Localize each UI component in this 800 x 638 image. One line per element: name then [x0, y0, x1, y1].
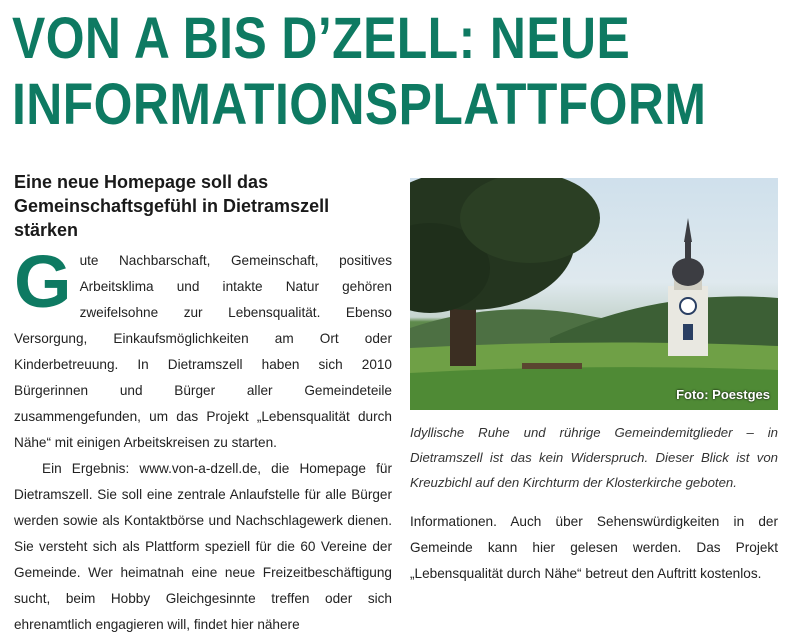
paragraph-1-text: ute Nachbarschaft, Gemeinschaft, positives Arbeitsklima und intakte Natur gehören zweifelsohne zur Lebensqualität. Ebenso Versorgung, Einkaufsmöglichkeiten am Ort oder Kinderbetreuung. In Dietramszell haben sich 2010 Bürgerinnen und Bürger aller Gemeindeteile zusammengefunden, um das Projekt „Lebensqualität durch Nähe“ mit einigen Arbeitskreisen zu starten. [14, 253, 392, 450]
article-subheadline: Eine neue Homepage soll das Gemeinschaftsgefühl in Dietramszell stärken [14, 172, 330, 240]
dropcap: G [14, 240, 72, 323]
headline-line-1: VON A BIS D’ZELL: NEUE [12, 6, 631, 71]
paragraph-1 [14, 240, 392, 456]
photo-credit: Foto: Poestges [676, 387, 770, 402]
left-column [14, 170, 392, 638]
paragraph-3: Informationen. Auch über Sehenswürdigkeiten in der Gemeinde kann hier gelesen werden. Das Projekt „Lebensqualität durch Nähe“ betreut den Auftritt kostenlos. [410, 514, 778, 581]
photo-caption: Idyllische Ruhe und rührige Gemeindemitglieder – in Dietramszell ist das kein Widerspruch. Dieser Blick ist von Kreuzbichl auf den Kirchturm der Klosterkirche geboten. [410, 425, 778, 490]
landscape-illustration [410, 178, 778, 410]
right-column [410, 178, 778, 601]
church-tower-photo [410, 178, 778, 410]
paragraph-2: Ein Ergebnis: www.von-a-dzell.de, die Homepage für Dietramszell. Sie soll eine zentrale Anlaufstelle für alle Bürger werden sowie als Kontaktbörse und Nachschlagewerk dienen. Sie versteht sich als Plattform speziell für die 60 Vereine der Gemeinde. Wer heimatnah eine neue Freizeitbeschäftigung sucht, beim Hobby Gleichgesinnte treffen oder sich ehrenamtlich engagieren will, findet hier nähere [14, 461, 392, 632]
article-headline [12, 6, 707, 138]
headline-line-2: INFORMATIONSPLATTFORM [12, 72, 707, 137]
